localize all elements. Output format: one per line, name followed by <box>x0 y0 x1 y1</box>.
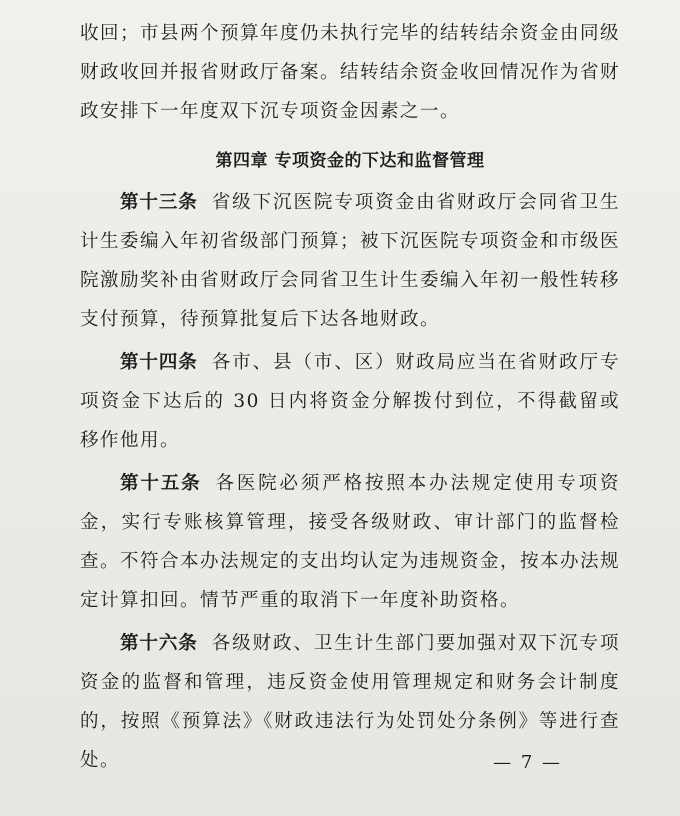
article-14-label: 第十四条 <box>120 352 198 373</box>
intro-paragraph: 收回；市县两个预算年度仍未执行完毕的结转结余资金由同级财政收回并报省财政厅备案。结转结余资金收回情况作为省财政安排下一年度双下沉专项资金因素之一。 <box>80 23 621 122</box>
chapter-heading: 第四章 专项资金的下达和监督管理 <box>215 151 485 171</box>
article-16-label: 第十六条 <box>120 633 198 654</box>
article-13-label: 第十三条 <box>120 192 198 213</box>
article-15-text: 各医院必须严格按照本办法规定使用专项资金，实行专账核算管理，接受各级财政、审计部门的监督检查。不符合本办法规定的支出均认定为违规资金，按本办法规定计算扣回。情节严重的取消下一年度补助资格。 <box>80 473 621 611</box>
article-14-text: 各市、县（市、区）财政局应当在省财政厅专项资金下达后的 30 日内将资金分解拨付到位，不得截留或移作他用。 <box>80 352 620 451</box>
article-14 <box>80 343 620 460</box>
article-13 <box>80 183 620 339</box>
page-number: — 7 — <box>493 752 562 773</box>
article-16-text: 各级财政、卫生计生部门要加强对双下沉专项资金的监督和管理，违反资金使用管理规定和财务会计制度的，按照《预算法》《财政违法行为处罚处分条例》等进行查处。 <box>80 633 620 771</box>
article-13-text: 省级下沉医院专项资金由省财政厅会同省卫生计生委编入年初省级部门预算；被下沉医院专项资金和市级医院激励奖补由省财政厅会同省卫生计生委编入年初一般性转移支付预算，待预算批复后下达各地财政。 <box>80 192 621 330</box>
article-15 <box>80 464 620 620</box>
article-15-label: 第十五条 <box>120 473 202 494</box>
